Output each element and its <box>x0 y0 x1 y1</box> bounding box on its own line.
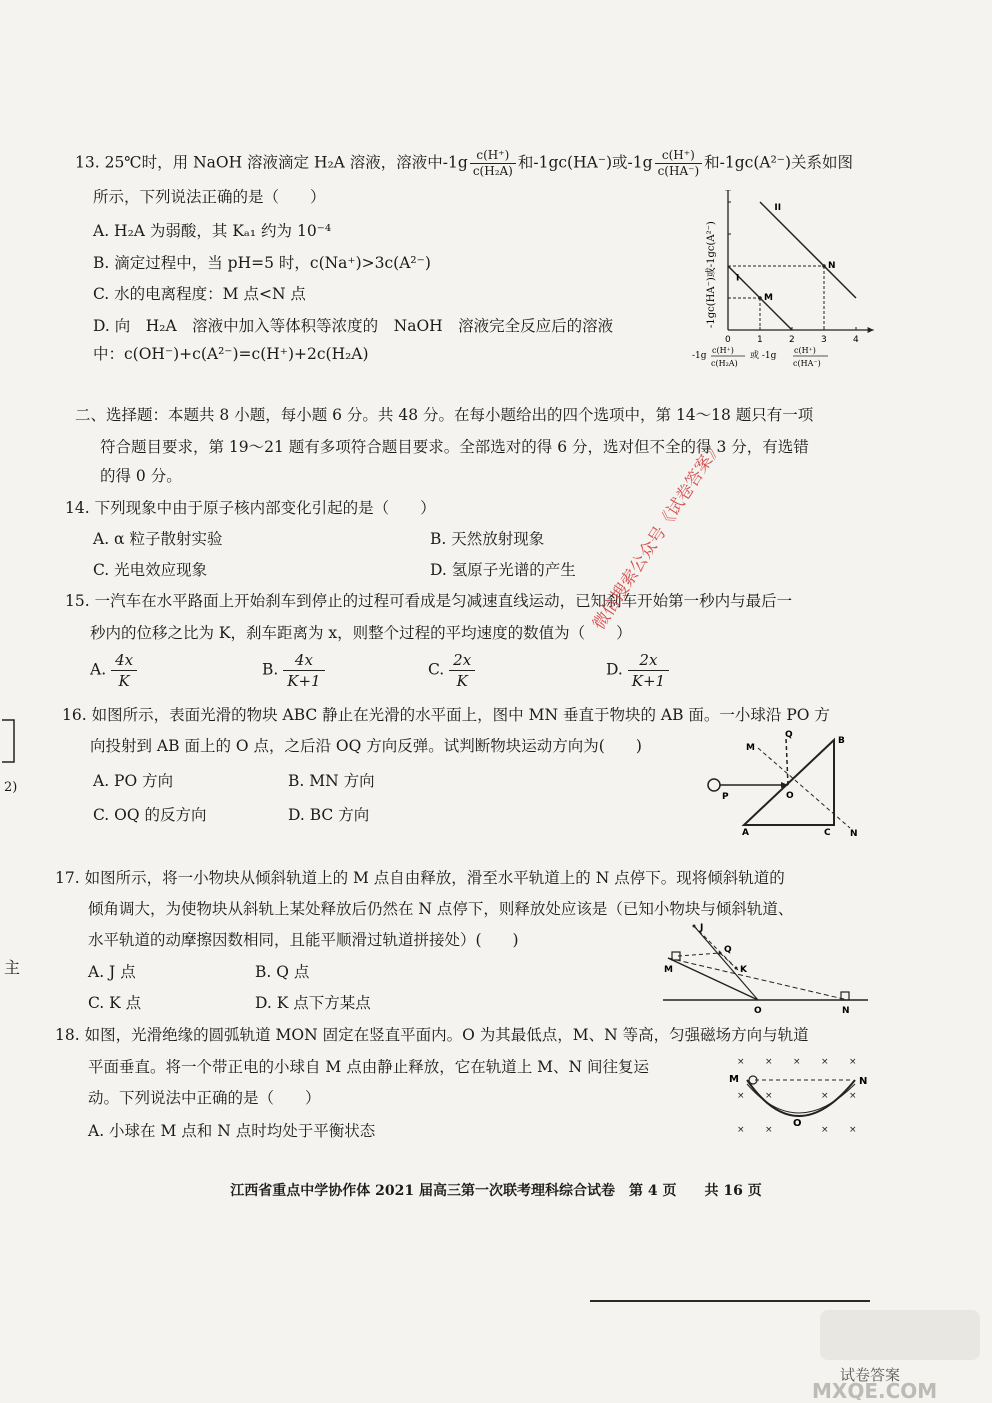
q17-diagram <box>658 918 873 1018</box>
x-tick-label: 2 <box>789 335 795 345</box>
q17-line2: 倾角调大，为使物块从斜轨上某处释放后仍然在 N 点停下，则释放处应该是（已知小物块与倾斜轨道、 <box>88 900 794 918</box>
margin-mark-1: 2) <box>4 780 18 795</box>
q16-line2: 向投射到 AB 面上的 O 点，之后沿 OQ 方向反弹。试判断物块运动方向为( ) <box>90 737 642 755</box>
series-line-II <box>760 202 856 298</box>
q17-label-o: O <box>754 1006 762 1016</box>
watermark-text: 微信搜索公众号《试卷答案》 <box>589 437 727 634</box>
point-label-M: M <box>764 293 773 303</box>
q16-label-c: C <box>824 828 831 838</box>
q13-option-c: C. 水的电离程度：M 点<N 点 <box>93 285 306 303</box>
q15-line1: 15. 一汽车在水平路面上开始刹车到停止的过程可看成是匀减速直线运动，已知刹车开始第一秒内与最后一 <box>65 592 793 610</box>
section2-line1: 二、选择题：本题共 8 小题，每小题 6 分。共 48 分。在每小题给出的四个选项中，第 14～18 题只有一项 <box>75 406 814 424</box>
x-tick-label: 3 <box>821 335 827 345</box>
q16-line1: 16. 如图所示，表面光滑的物块 ABC 静止在光滑的水平面上，图中 MN 垂直于物块的 AB 面。一小球沿 PO 方 <box>62 706 830 724</box>
q13-option-a: A. H₂A 为弱酸，其 Kₐ₁ 约为 10⁻⁴ <box>93 222 332 240</box>
x-label-mid: 或 -1g <box>750 351 777 361</box>
q16-label-o: O <box>786 791 794 801</box>
q16-label-p: P <box>722 792 729 802</box>
q18-line1: 18. 如图，光滑绝缘的圆弧轨道 MON 固定在竖直平面内。O 为其最低点，M、N 等高，匀强磁场方向与轨道 <box>55 1026 809 1044</box>
logo-site: MXQE.COM <box>812 1379 938 1400</box>
q13-option-d-line2: 中：c(OH⁻)+c(A²⁻)=c(H⁺)+2c(H₂A) <box>93 345 369 363</box>
q17-line1: 17. 如图所示，将一小物块从倾斜轨道上的 M 点自由释放，滑至水平轨道上的 N 点停下。现将倾斜轨道的 <box>55 869 785 887</box>
point-label-N: N <box>828 261 836 271</box>
q16-option-a: A. PO 方向 <box>93 772 174 790</box>
q13-stem: 13. 25℃时，用 NaOH 溶液滴定 H₂A 溶液，溶液中-1g $\frac{c(H^+)}{\text{c(H₂A)}}$ 和-1gc(HA⁻)或-1g $\frac{c(H^+)}{c(HA^-)}$ 和-1gc(A²⁻)关系如图 <box>75 148 854 178</box>
svg-text:×: × <box>737 1057 745 1067</box>
point-M <box>758 296 762 300</box>
site-logo <box>800 1305 985 1400</box>
x-tick-label: 4 <box>853 335 859 345</box>
bottom-rule <box>590 1300 870 1302</box>
svg-text:×: × <box>737 1125 745 1135</box>
q15-option-b: B. $\frac{4x}{K+1}$ <box>262 650 325 691</box>
svg-text:×: × <box>821 1057 829 1067</box>
q13-fraction-1: $\frac{c(H^+)}{\text{c(H₂A)}}$ <box>470 148 516 179</box>
svg-text:×: × <box>821 1091 829 1101</box>
svg-text:×: × <box>765 1057 773 1067</box>
svg-text:×: × <box>765 1125 773 1135</box>
x-label-frac1-den: c(H₂A) <box>711 359 738 368</box>
margin-bracket <box>0 712 20 772</box>
section2-line3: 的得 0 分。 <box>100 467 182 485</box>
q17-line3: 水平轨道的动摩擦因数相同，且能平顺滑过轨道拼接处）( ) <box>88 931 519 949</box>
q13-line2: 所示，下列说法正确的是（ ） <box>93 188 326 206</box>
q18-diagram <box>725 1052 875 1137</box>
svg-text:×: × <box>849 1091 857 1101</box>
q18-label-o: O <box>793 1118 802 1129</box>
q14-option-b: B. 天然放射现象 <box>430 530 545 548</box>
q14-option-d: D. 氢原子光谱的产生 <box>430 561 576 579</box>
q14-option-a: A. α 粒子散射实验 <box>93 530 223 548</box>
q15-line2: 秒内的位移之比为 K，刹车距离为 x，则整个过程的平均速度的数值为（ ） <box>90 624 632 642</box>
series-label-II: II <box>774 203 782 213</box>
q14-option-c: C. 光电效应现象 <box>93 561 208 579</box>
q17-option-d: D. K 点下方某点 <box>255 994 371 1012</box>
q16-option-c: C. OQ 的反方向 <box>93 806 207 824</box>
q13-chart <box>690 190 890 380</box>
q18-line3: 动。下列说法中正确的是（ ） <box>88 1089 321 1107</box>
q15-option-c: C. $\frac{2x}{K}$ <box>428 650 475 691</box>
logo-text: 试卷答案 <box>840 1366 901 1384</box>
x-label-prefix: -1g <box>692 351 707 361</box>
q17-label-q: Q <box>724 945 732 955</box>
q18-option-a: A. 小球在 M 点和 N 点时均处于平衡状态 <box>88 1122 376 1140</box>
q16-label-b: B <box>838 736 845 746</box>
point-N <box>822 264 826 268</box>
q13-option-d-line1: D. 向 H₂A 溶液中加入等体积等浓度的 NaOH 溶液完全反应后的溶液 <box>93 317 614 335</box>
q17-option-a: A. J 点 <box>88 963 136 981</box>
q16-label-a: A <box>742 828 749 838</box>
svg-text:×: × <box>737 1091 745 1101</box>
y-axis-label: -1gc(HA⁻)或-1gc(A²⁻) <box>706 221 717 328</box>
q18-label-m: M <box>729 1074 739 1085</box>
q18-line2: 平面垂直。将一个带正电的小球自 M 点由静止释放，它在轨道上 M、N 间往复运 <box>88 1058 650 1076</box>
x-label-frac2-den: c(HA⁻) <box>793 359 821 368</box>
svg-text:×: × <box>849 1125 857 1135</box>
q13-option-b: B. 滴定过程中，当 pH=5 时，c(Na⁺)>3c(A²⁻) <box>93 254 431 272</box>
q16-label-n: N <box>850 829 858 839</box>
q17-label-j: J <box>700 923 704 933</box>
q15-option-a: A. $\frac{4x}{K}$ <box>90 650 137 691</box>
q16-label-q: Q <box>785 730 793 740</box>
margin-mark-2: 主 <box>4 958 21 977</box>
q17-label-k: K <box>740 965 747 975</box>
q16-diagram <box>700 728 870 843</box>
q18-label-n: N <box>859 1076 868 1087</box>
x-label-frac1-num: c(H⁺) <box>712 346 734 355</box>
q17-label-n: N <box>842 1006 850 1016</box>
section2-line2: 符合题目要求，第 19～21 题有多项符合题目要求。全部选对的得 6 分，选对但不全的得 3 分，有选错 <box>100 438 809 456</box>
q17-label-m: M <box>664 965 673 975</box>
q14-stem: 14. 下列现象中由于原子核内部变化引起的是（ ） <box>65 499 436 517</box>
page-footer: 江西省重点中学协作体 2021 届高三第一次联考理科综合试卷 第 4 页 共 16 页 <box>230 1183 762 1199</box>
q17-option-b: B. Q 点 <box>255 963 310 981</box>
series-label-I: I <box>736 273 740 284</box>
q16-label-m: M <box>746 743 755 753</box>
q13-fraction-2: $\frac{c(H^+)}{c(HA^-)}$ <box>655 148 703 179</box>
svg-text:×: × <box>849 1057 857 1067</box>
q17-option-c: C. K 点 <box>88 994 142 1012</box>
svg-text:×: × <box>793 1057 801 1067</box>
q15-option-d: D. $\frac{2x}{K+1}$ <box>606 650 669 691</box>
x-label-frac2-num: c(H⁺) <box>794 346 816 355</box>
x-axis-arrow <box>868 327 874 333</box>
x-tick-label: 1 <box>757 335 763 345</box>
svg-text:×: × <box>765 1091 773 1101</box>
q16-option-b: B. MN 方向 <box>288 772 375 790</box>
x-tick-label: 0 <box>725 335 731 345</box>
svg-text:×: × <box>821 1125 829 1135</box>
q16-option-d: D. BC 方向 <box>288 806 370 824</box>
